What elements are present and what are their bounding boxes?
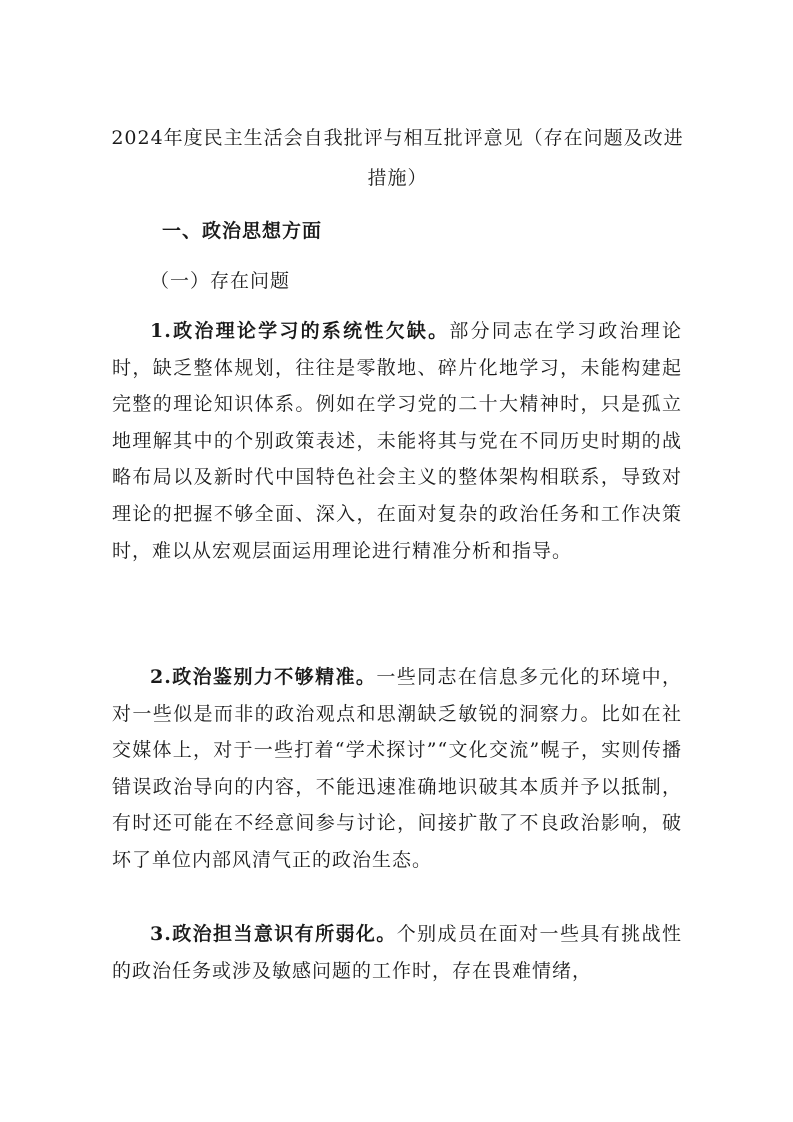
- paragraph-body: 一些同志在信息多元化的环境中，对一些似是而非的政治观点和思潮缺乏敏锐的洞察力。比如在社交媒体上，对于一些打着“学术探讨”“文化交流”幌子，实则传播错误政治导向的内容，不能迅速准确地识破其本质并予以抵制，有时还可能在不经意间参与讨论，间接扩散了不良政治影响，破坏了单位内部风清气正的政治生态。: [112, 666, 682, 871]
- paragraph-body: 部分同志在学习政治理论时，缺乏整体规划，往往是零散地、碎片化地学习，未能构建起完整的理论知识体系。例如在学习党的二十大精神时，只是孤立地理解其中的个别政策表述，未能将其与党在不同历史时期的战略布局以及新时代中国特色社会主义的整体架构相联系，导致对理论的把握不够全面、深入，在面对复杂的政治任务和工作决策时，难以从宏观层面运用理论进行精准分析和指导。: [112, 320, 682, 562]
- paragraph-lead: 1.政治理论学习的系统性欠缺。: [150, 320, 450, 342]
- paragraph-lead: 3.政治担当意识有所弱化。: [150, 923, 397, 945]
- paragraph-1: [112, 313, 682, 569]
- paragraph-3: [112, 916, 682, 989]
- document-title: 2024年度民主生活会自我批评与相互批评意见（存在问题及改进措施）: [111, 127, 684, 189]
- paragraph-lead: 2.政治鉴别力不够精准。: [150, 666, 377, 688]
- subsection-heading: （一）存在问题: [150, 270, 291, 292]
- paragraph-2: [112, 659, 682, 879]
- section-heading: 一、政治思想方面: [162, 220, 323, 242]
- paragraph-body: 个别成员在面对一些具有挑战性的政治任务或涉及敏感问题的工作时，存在畏难情绪，: [112, 923, 682, 982]
